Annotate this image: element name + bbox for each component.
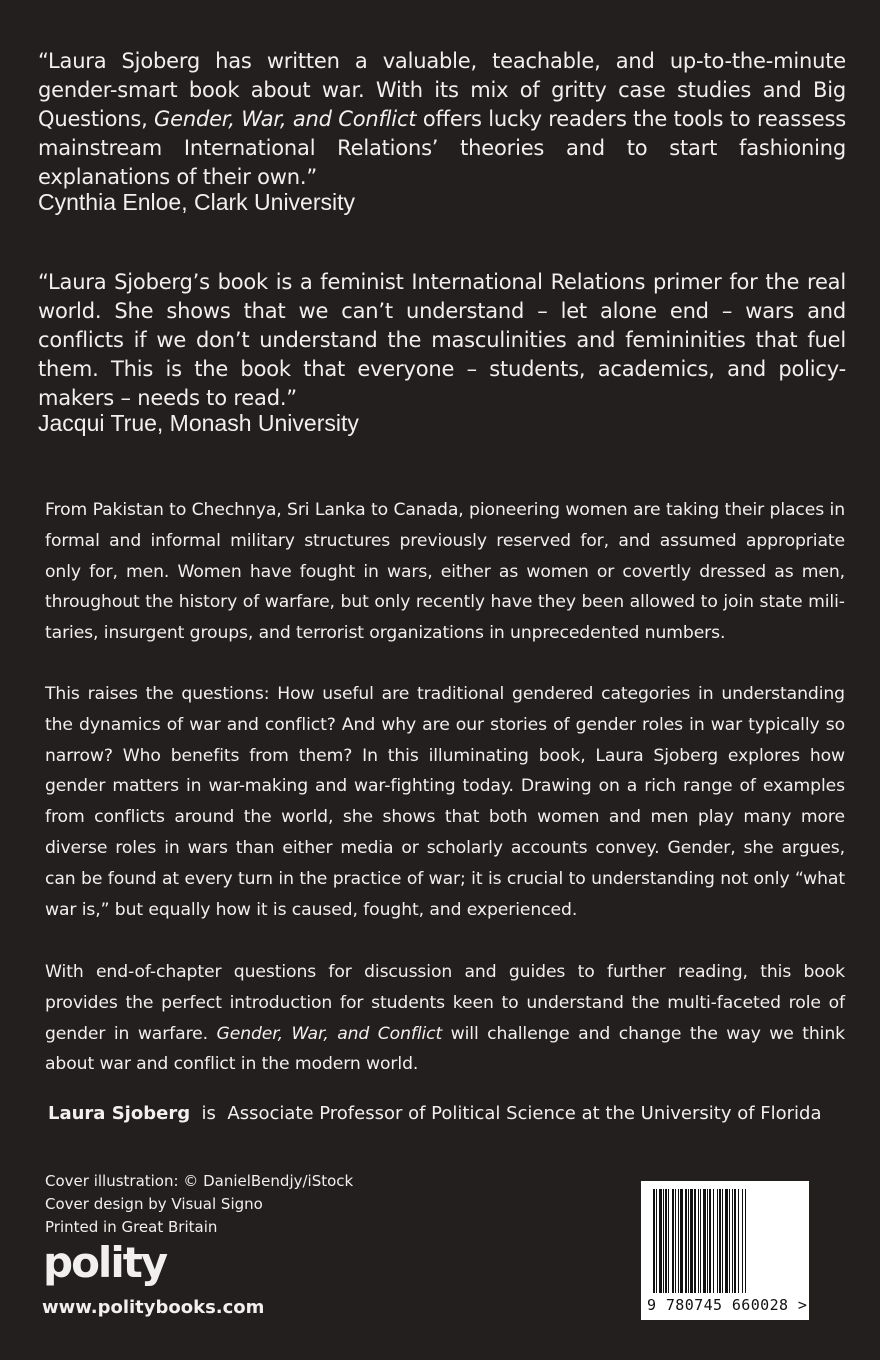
quote-enloe-text-end: offers lucky readers the tools to reassess mainstream International Relations’ theories and to start fashioning explanations of their own.” [38,107,846,189]
barcode-number: 9 780745 660028 > [647,1296,808,1314]
polity-logo: polity [43,1238,167,1287]
isbn-barcode [641,1181,809,1320]
description-paragraph-3 [45,957,845,1080]
author-name: Laura Sjoberg [48,1103,191,1124]
cover-credits [45,1170,353,1239]
description-book-title: Gender, War, and Conflict [216,1023,443,1044]
quote-true: “Laura Sjoberg’s book is a feminist International Relations primer for the real world. She shows that we can’t understand – let alone end – wars and conflicts if we don’t understand the masculinities and femininities that fuel them. This is the book that everyone – students, academics, and policy-makers – needs to read.” [38,270,846,410]
quote-enloe-book-title: Gender, War, and Conflict [154,107,417,131]
description-paragraph-1: From Pakistan to Chechnya, Sri Lanka to Canada, pioneering women are taking their places in formal and informal military structures previously reserved for, and assumed appropriate only for, men. Women have fought in wars, either as women or covertly dressed as men, throughout the history of warfare, but only recently have they been allowed to join state militaries, insurgent groups, and terrorist organizations in unprecedented numbers. [45,500,845,644]
description-paragraph-3-end: will challenge and change the way we think about war and conflict in the modern world. [45,1023,845,1075]
author-connector: is [201,1103,216,1124]
author-position: Associate Professor of Political Science at the University of Florida [227,1103,822,1124]
credit-illustration: Cover illustration: © DanielBendjy/iStock [45,1172,354,1190]
publisher-url: www.politybooks.com [42,1297,265,1318]
credit-design: Cover design by Visual Signo [45,1195,263,1213]
author-bio [48,1103,822,1124]
quote-enloe-attribution: Cynthia Enloe, Clark University [38,189,356,215]
quote-enloe-text-start: “Laura Sjoberg has written a valuable, teachable, and up-to-the-minute gender-smart book about war. With its mix of gritty case studies and Big Questions, [38,49,846,131]
quote-true-attribution: Jacqui True, Monash University [38,410,359,436]
description-paragraph-3-start: With end-of-chapter questions for discussion and guides to further reading, this book provides the perfect introduction for students keen to understand the multi-faceted role of gender in warfare. [45,962,845,1044]
quote-enloe [38,47,846,192]
credit-printed: Printed in Great Britain [45,1218,218,1236]
description-paragraph-2: This raises the questions: How useful are traditional gendered categories in understanding the dynamics of war and conflict? And why are our stories of gender roles in war typically so narrow? Who benefits from them? In this illuminating book, Laura Sjoberg explores how gender matters in war-making and war-fighting today. Drawing on a rich range of examples from conflicts around the world, she shows that both women and men play many more diverse roles in wars than either media or scholarly accounts convey. Gender, she argues, can be found at every turn in the practice of war; it is crucial to understanding not only “what war is,” but equally how it is caused, fought, and experienced. [45,684,845,920]
